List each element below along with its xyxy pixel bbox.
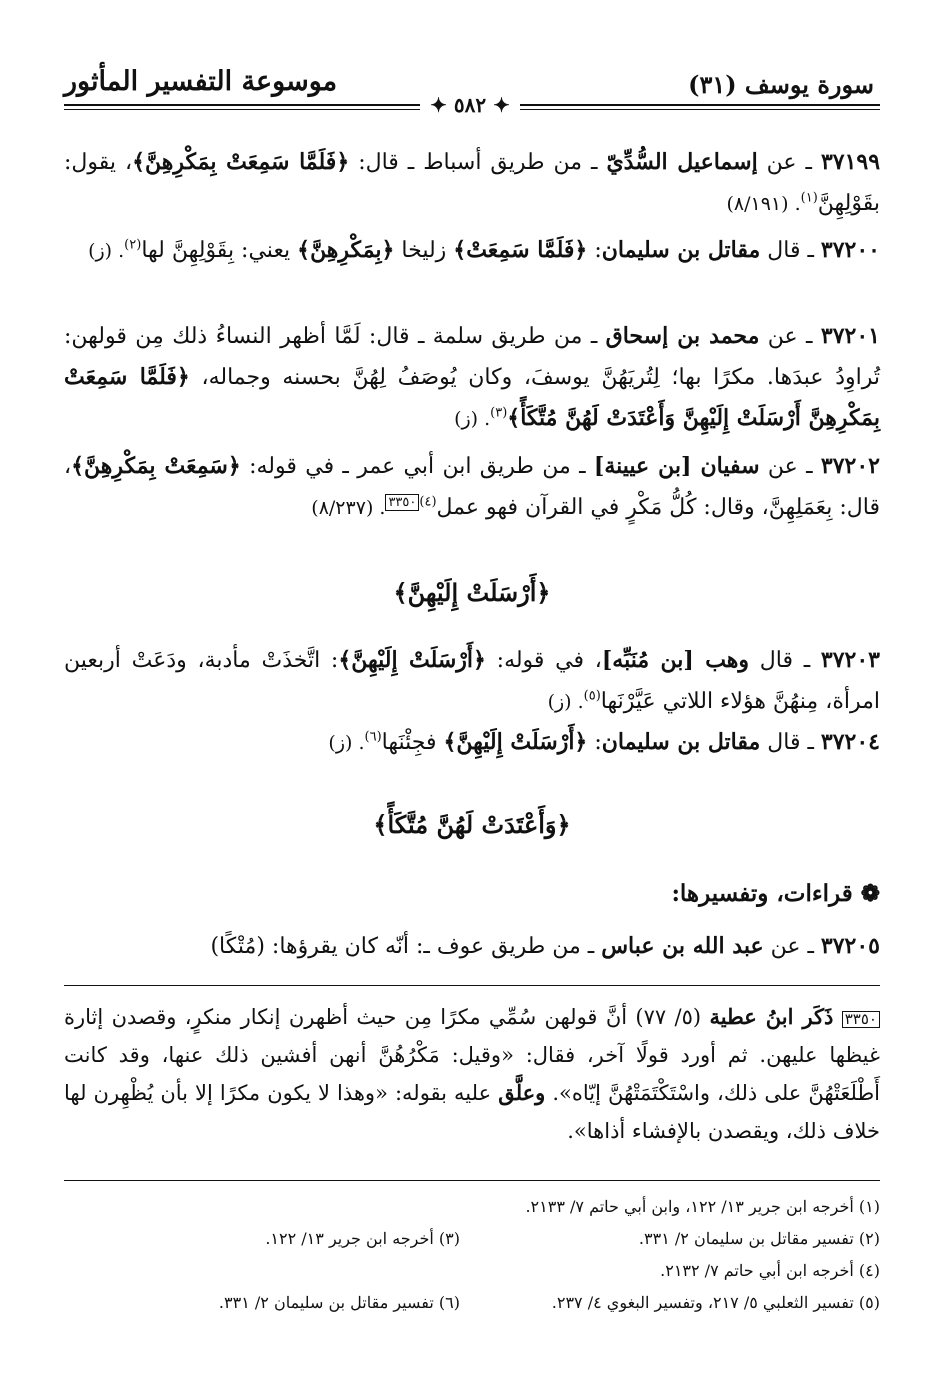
commentary-ref-box: ٣٣٥٠ [385,494,419,511]
footnote-marker: (٢) [124,237,142,253]
commentary-ref-box: ٣٣٥٠ [842,1011,880,1028]
ornament-icon: ✦ [493,93,510,117]
footnote-separator [64,1180,880,1181]
volume-reference: . (ز) [454,408,491,430]
hadith-entry: ٣٧٢٠٠ ـ قال مقاتل بن سليمان: ﴿فَلَمَّا سَمِعَتْ﴾ زليخا ﴿بِمَكْرِهِنَّ﴾ يعني: بِقَوْلِهِنَّ لها$^{(٢)}$. (ز) [88,237,880,263]
volume-reference: . (٨/١٩١) [726,193,801,215]
section-heading: ﴿أَرْسَلَتْ إِلَيْهِنَّ﴾ [393,578,551,607]
footnote: (١) أخرجه ابن جرير ١٣/ ١٢٢، وابن أبي حاتم ٧/ ٢١٣٣. [525,1197,880,1216]
narrator-name: سفيان [بن عيينة] [593,453,760,479]
footnote-marker: (٥) [583,688,601,704]
footnote: (٦) تفسير مقاتل بن سليمان ٢/ ٣٣١. [218,1293,460,1312]
hadith-entry: ٣٧٢٠٤ ـ قال مقاتل بن سليمان: ﴿أَرْسَلَتْ إِلَيْهِنَّ﴾ فجِئْنَها$^{(٦)}$. (ز) [328,729,880,755]
narrator-name: مقاتل بن سليمان [601,729,761,755]
page-number: ✦ ٥٨٢ ✦ [420,94,520,116]
hadith-entry: ٣٧٢٠٢ ـ عن سفيان [بن عيينة] ـ من طريق ابن أبي عمر ـ في قوله: ﴿سَمِعَتْ بِمَكْرِهِنَّ﴾، قال: بِعَمَلِهِنَّ، وقال: كُلُّ مَكْرٍ في القرآن فهو عمل$^{(٤)}$٣٣٥٠. (٨/٢٣٧) [64,453,880,520]
hadith-entry: ٣٧٢٠٣ ـ قال وهب [بن مُنَبِّه]، في قوله: ﴿أَرْسَلَتْ إِلَيْهِنَّ﴾: اتَّخذَتْ مأدبة، ودَعَتْ أربعين امرأة، مِنهُنَّ هؤلاء اللاتي عَيَّرْنَها$^{(٥)}$. (ز) [64,647,880,714]
commentary-note: ٣٣٥٠ ذَكَر ابنُ عطية (٥/ ٧٧) أنَّ قولهن سُمِّي مكرًا مِن حيث أظهرن إنكار منكرٍ، وقصدن إثارة غيظها عليهن. ثم أورد قولًا آخر، فقال: «وقيل: مَكْرُهُنَّ أنهن أفشين ذلك عنها، وقد كانت أَطْلَعَتْهُنَّ على ذلك، واسْتَكْتَمَتْهُنَّ إيّاه». وعلَّق عليه بقوله: «وهذا لا يكون مكرًا إلا بأن يُظْهِرن لها خلاف ذلك، ويقصدن بالإفشاء أذاها». [64,1004,880,1143]
surah-title: سورة يوسف (٣١) [688,70,874,99]
volume-reference: . (ز) [547,691,584,713]
footnote: (٥) تفسير الثعلبي ٥/ ٢١٧، وتفسير البغوي ٤/ ٢٣٧. [551,1293,880,1312]
narrator-name: عبد الله بن عباس [601,933,764,959]
section-heading: ﴿وَأَعْتَدَتْ لَهُنَّ مُتَّكَأً﴾ [373,810,571,839]
entry-number: ٣٧٢٠٢ [820,453,880,479]
footnote-marker: (٣) [490,405,508,421]
quran-quote: ﴿أَرْسَلَتْ إِلَيْهِنَّ﴾ [443,729,588,755]
footnote: (٣) أخرجه ابن جرير ١٣/ ١٢٢. [265,1229,460,1248]
entry-number: ٣٧٢٠٣ [820,647,880,673]
hadith-entry: ٣٧٢٠٥ ـ عن عبد الله بن عباس ـ من طريق عوف ـ: أنّه كان يقرؤها: (مُتْكًا) [210,933,880,959]
entry-number: ٣٧١٩٩ [820,149,881,175]
volume-reference: . (ز) [88,240,125,262]
narrator-name: مقاتل بن سليمان [601,237,761,263]
narrator-name: وهب [بن مُنَبِّه] [601,647,750,673]
entry-number: ٣٧٢٠٥ [820,933,880,959]
quran-quote: ﴿بِمَكْرِهِنَّ﴾ [297,237,395,263]
commentary-author: ذَكَر ابنُ عطية [709,1004,834,1029]
footnote-marker: (٦) [364,729,382,745]
hadith-entry: ٣٧٢٠١ ـ عن محمد بن إسحاق ـ من طريق سلمة ـ قال: لَمَّا أظهر النساءُ ذلك مِن قولهن: تُراوِدُ عبدَها. مكرًا بها؛ لِتُريَهُنَّ يوسفَ، وكان يُوصَفُ لِهُنَّ بحسنه وجماله، ﴿فَلَمَّا سَمِعَتْ بِمَكْرِهِنَّ أَرْسَلَتْ إِلَيْهِنَّ وَأَعْتَدَتْ لَهُنَّ مُتَّكَأً﴾$^{(٣)}$. (ز) [64,323,880,431]
ornament-icon: ✦ [430,93,447,117]
quran-quote: ﴿فَلَمَّا سَمِعَتْ بِمَكْرِهِنَّ﴾ [132,149,350,175]
quran-quote: ﴿فَلَمَّا سَمِعَتْ﴾ [453,237,588,263]
quran-quote: ﴿أَرْسَلَتْ إِلَيْهِنَّ﴾ [338,647,486,673]
hadith-entry: ٣٧١٩٩ ـ عن إسماعيل السُّدِّيّ ـ من طريق أسباط ـ قال: ﴿فَلَمَّا سَمِعَتْ بِمَكْرِهِنَّ﴾، يقول: بقَوْلِهِنَّ$^{(١)}$. (٨/١٩١) [64,149,881,216]
footnote-row [64,1288,880,1318]
footnote-row [64,1224,880,1254]
narrator-name: محمد بن إسحاق [605,323,760,349]
narrator-name: إسماعيل السُّدِّيّ [606,149,758,175]
quran-quote: ﴿سَمِعَتْ بِمَكْرِهِنَّ﴾ [71,453,241,479]
subheading: ❁ قراءات، وتفسيرها: [671,880,880,907]
volume-reference: . (ز) [328,732,365,754]
volume-reference: . (٨/٢٣٧) [311,497,386,519]
footnote: (٢) تفسير مقاتل بن سليمان ٢/ ٣٣١. [638,1229,880,1248]
footnote-marker: (١) [800,190,818,206]
entry-number: ٣٧٢٠٤ [820,729,880,755]
commentary-separator [64,985,880,986]
quran-quote: ﴿فَلَمَّا سَمِعَتْ بِمَكْرِهِنَّ أَرْسَلَتْ إِلَيْهِنَّ وَأَعْتَدَتْ لَهُنَّ مُتَّكَأً﴾ [64,364,880,431]
footnote-marker: (٤) [419,494,437,510]
entry-number: ٣٧٢٠١ [820,323,880,349]
footnote: (٤) أخرجه ابن أبي حاتم ٧/ ٢١٣٢. [660,1261,880,1280]
book-title: موسوعة التفسير المأثور [64,66,338,97]
entry-number: ٣٧٢٠٠ [820,237,880,263]
